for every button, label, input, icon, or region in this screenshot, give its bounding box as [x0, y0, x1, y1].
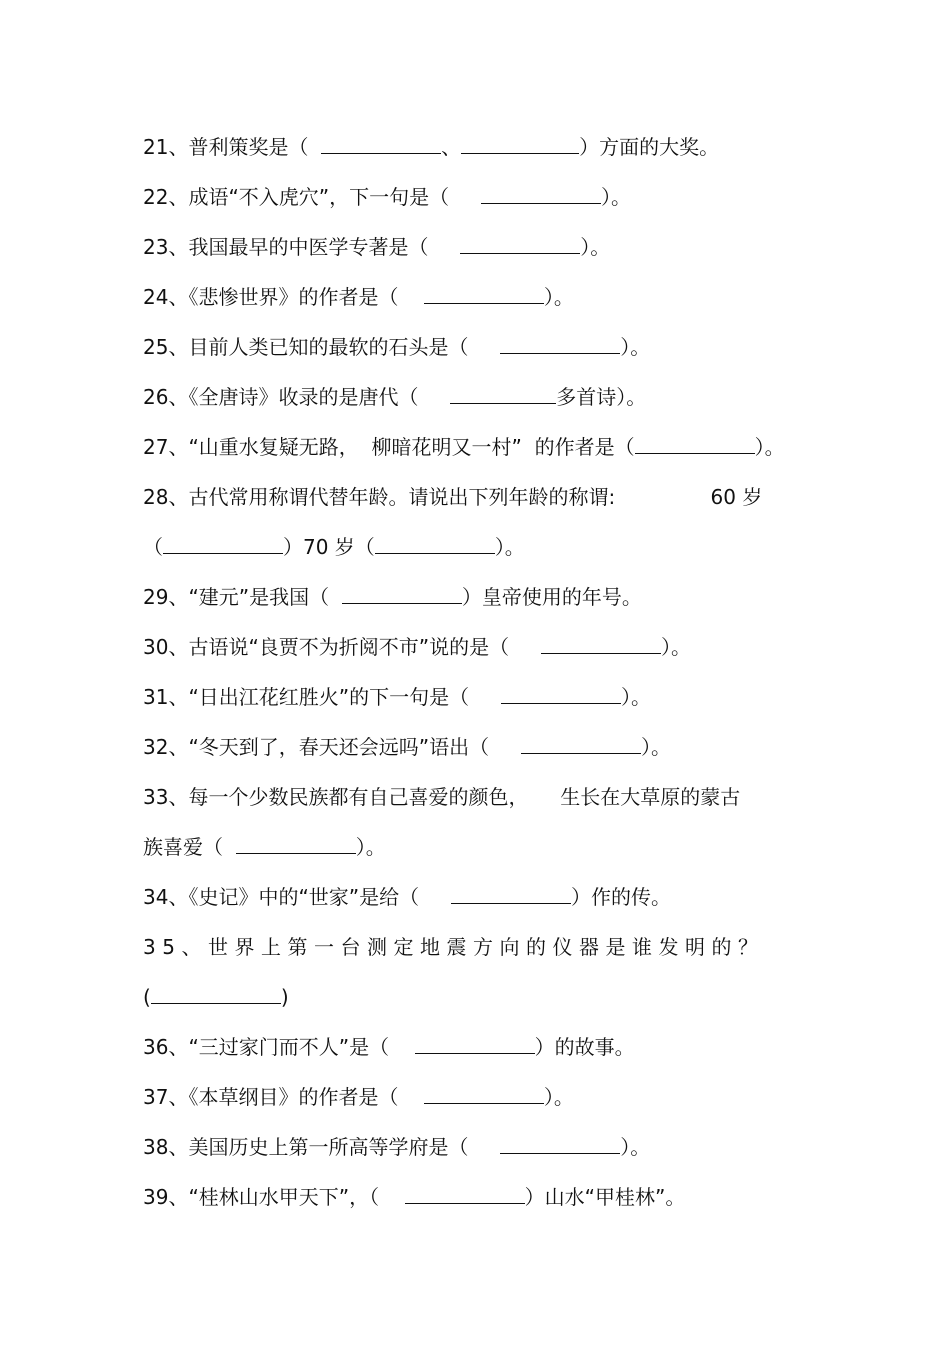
- answer-blank-q28b-1[interactable]: [375, 533, 495, 554]
- question-q31: [143, 683, 651, 711]
- question-q27: [143, 433, 785, 461]
- question-text: (: [143, 985, 151, 1009]
- question-q39: [143, 1183, 685, 1211]
- question-text: 30、古语说“良贾不为折阅不市”说的是（: [143, 635, 541, 659]
- answer-blank-q26-0[interactable]: [450, 383, 556, 404]
- answer-blank-q38-0[interactable]: [500, 1133, 620, 1154]
- answer-blank-q33b-0[interactable]: [236, 833, 356, 854]
- question-text: ）作的传。: [570, 885, 671, 909]
- answer-blank-q27-0[interactable]: [635, 433, 755, 454]
- question-text: ）。: [600, 185, 631, 209]
- question-text: 32、“冬天到了，春天还会远吗”语出（: [143, 735, 521, 759]
- answer-blank-q31-0[interactable]: [501, 683, 621, 704]
- question-text: ）。: [620, 685, 651, 709]
- question-text: 29、“建元”是我国（: [143, 585, 342, 609]
- question-text: 23、我国最早的中医学专著是（: [143, 235, 461, 259]
- question-text: 26、《全唐诗》收录的是唐代（: [143, 385, 451, 409]
- question-text: ）。: [754, 435, 785, 459]
- answer-blank-q35b-0[interactable]: [151, 983, 281, 1004]
- question-q23: [143, 233, 610, 261]
- question-text: ）山水“甲桂林”。: [524, 1185, 686, 1209]
- question-text: ）。: [620, 1135, 651, 1159]
- answer-blank-q28b-0[interactable]: [163, 533, 283, 554]
- question-text: ）70 岁（: [283, 535, 375, 559]
- question-text: 族喜爱（: [143, 835, 236, 859]
- question-text: 25、目前人类已知的最软的石头是（: [143, 335, 501, 359]
- question-text: ）。: [580, 235, 611, 259]
- question-q24: [143, 283, 574, 311]
- question-text: 35、世界上第一台测定地震方向的仪器是谁发明的？: [143, 935, 765, 959]
- question-text: 33、每一个少数民族都有自己喜爱的颜色， 生长在大草原的蒙古: [143, 785, 741, 809]
- question-text: ）。: [543, 1085, 574, 1109]
- question-q30: [143, 633, 691, 661]
- answer-blank-q23-0[interactable]: [460, 233, 580, 254]
- question-text: 24、《悲惨世界》的作者是（: [143, 285, 424, 309]
- question-text: 27、“山重水复疑无路， 柳暗花明又一村” 的作者是（: [143, 435, 635, 459]
- question-text: ）皇帝使用的年号。: [461, 585, 642, 609]
- question-text: 28、古代常用称谓代替年龄。请说出下列年龄的称谓: 60 岁: [143, 485, 763, 509]
- question-q35a: [143, 933, 764, 961]
- question-text: ）。: [355, 835, 386, 859]
- question-text: 38、美国历史上第一所高等学府是（: [143, 1135, 501, 1159]
- question-text: 39、“桂林山水甲天下”，（: [143, 1185, 405, 1209]
- question-text: ）的故事。: [534, 1035, 635, 1059]
- question-q38: [143, 1133, 650, 1161]
- question-text: ): [280, 985, 289, 1009]
- question-text: 37、《本草纲目》的作者是（: [143, 1085, 424, 1109]
- question-text: ）方面的大奖。: [579, 135, 720, 159]
- question-q28b: [143, 533, 525, 561]
- question-text: ）。: [543, 285, 574, 309]
- question-text: ）。: [494, 535, 525, 559]
- question-q26: [143, 383, 646, 411]
- answer-blank-q21-1[interactable]: [461, 133, 579, 154]
- question-text: 多首诗）。: [556, 385, 647, 409]
- question-text: 22、成语“不入虎穴”，下一句是（: [143, 185, 481, 209]
- question-text: （: [143, 535, 163, 559]
- question-q32: [143, 733, 671, 761]
- answer-blank-q29-0[interactable]: [342, 583, 462, 604]
- question-q28a: [143, 483, 762, 511]
- question-q35b: [143, 983, 289, 1011]
- question-q22: [143, 183, 631, 211]
- answer-blank-q39-0[interactable]: [405, 1183, 525, 1204]
- answer-blank-q32-0[interactable]: [521, 733, 641, 754]
- question-text: 21、普利策奖是（: [143, 135, 322, 159]
- question-text: 31、“日出江花红胜火”的下一句是（: [143, 685, 501, 709]
- answer-blank-q24-0[interactable]: [424, 283, 544, 304]
- question-q33a: [143, 783, 740, 811]
- question-q33b: [143, 833, 386, 861]
- answer-blank-q36-0[interactable]: [415, 1033, 535, 1054]
- question-text: ）。: [620, 335, 651, 359]
- question-q21: [143, 133, 719, 161]
- answer-blank-q21-0[interactable]: [321, 133, 441, 154]
- answer-blank-q30-0[interactable]: [541, 633, 661, 654]
- question-text: 、: [441, 135, 462, 159]
- question-text: ）。: [660, 635, 691, 659]
- question-q36: [143, 1033, 635, 1061]
- question-q37: [143, 1083, 574, 1111]
- answer-blank-q25-0[interactable]: [500, 333, 620, 354]
- question-text: ）。: [640, 735, 671, 759]
- question-q29: [143, 583, 642, 611]
- answer-blank-q34-0[interactable]: [451, 883, 571, 904]
- question-text: 34、《史记》中的“世家”是给（: [143, 885, 451, 909]
- question-text: 36、“三过家门而不人”是（: [143, 1035, 415, 1059]
- answer-blank-q37-0[interactable]: [424, 1083, 544, 1104]
- question-q25: [143, 333, 650, 361]
- question-q34: [143, 883, 671, 911]
- answer-blank-q22-0[interactable]: [481, 183, 601, 204]
